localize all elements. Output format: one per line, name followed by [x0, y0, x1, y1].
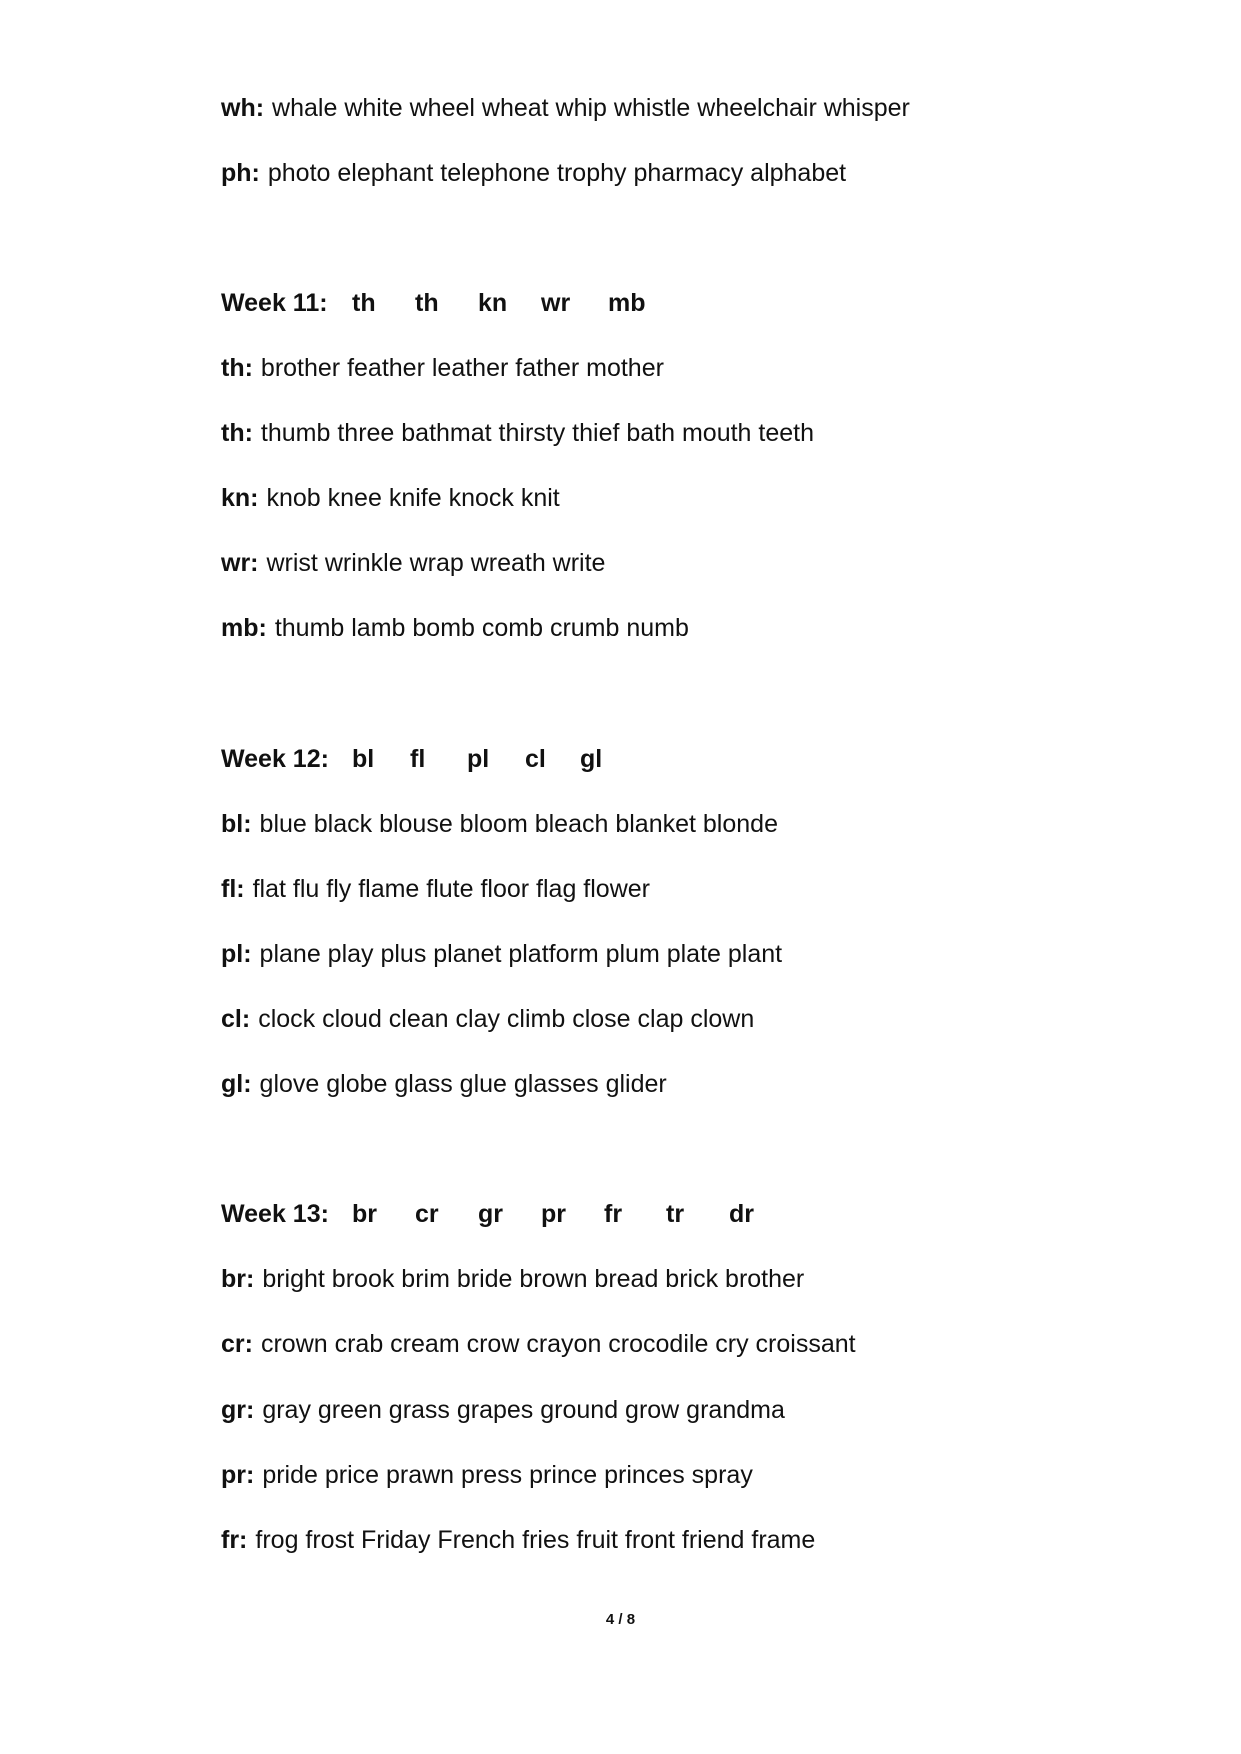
week-sound: gl [580, 745, 603, 773]
row-words: crown crab cream crow crayon crocodile cry croissant [260, 1330, 856, 1358]
row-label: gl: [221, 1070, 252, 1098]
phonics-row [221, 612, 689, 644]
row-words: clock cloud clean clay climb close clap clown [258, 1005, 755, 1033]
row-words: bright brook brim bride brown bread brick brother [262, 1265, 805, 1293]
row-words: pride price prawn press prince princes spray [262, 1461, 753, 1489]
row-words: knob knee knife knock knit [266, 484, 560, 512]
week-sound: cr [415, 1200, 439, 1228]
week-sound: th [352, 289, 376, 317]
phonics-row [221, 1068, 667, 1100]
row-words: flat flu fly flame flute floor flag flower [252, 875, 650, 903]
row-label: ph: [221, 159, 260, 187]
row-label: cl: [221, 1005, 251, 1033]
week-sound: kn [478, 289, 508, 317]
phonics-row [221, 938, 782, 970]
week-sound: th [415, 289, 439, 317]
week-title: Week 11: [221, 289, 328, 317]
row-label: wh: [221, 94, 265, 122]
phonics-row [221, 1524, 815, 1556]
phonics-row [221, 352, 664, 384]
week-11-heading [221, 287, 646, 319]
week-sound: wr [541, 289, 571, 317]
phonics-row [221, 417, 814, 449]
week-title: Week 13: [221, 1200, 329, 1228]
phonics-row [221, 873, 650, 905]
phonics-row [221, 547, 605, 579]
phonics-row [221, 1328, 856, 1360]
phonics-row-wh [221, 92, 910, 124]
phonics-row [221, 1003, 754, 1035]
row-words: wrist wrinkle wrap wreath write [266, 549, 606, 577]
row-label: bl: [221, 810, 252, 838]
row-label: fl: [221, 875, 245, 903]
row-words: whale white wheel wheat whip whistle wheelchair whisper [272, 94, 910, 122]
row-words: plane play plus planet platform plum plate plant [259, 940, 783, 968]
row-label: wr: [221, 549, 259, 577]
week-12-heading [221, 743, 603, 775]
week-13-heading [221, 1198, 754, 1230]
row-label: pl: [221, 940, 252, 968]
row-label: br: [221, 1265, 255, 1293]
row-words: brother feather leather father mother [260, 354, 664, 382]
week-sound: bl [352, 745, 375, 773]
week-sound: dr [729, 1200, 754, 1228]
row-label: fr: [221, 1526, 248, 1554]
row-label: mb: [221, 614, 267, 642]
row-words: frog frost Friday French fries fruit front friend frame [255, 1526, 816, 1554]
phonics-row-ph [221, 157, 846, 189]
week-sound: gr [478, 1200, 503, 1228]
row-label: th: [221, 419, 253, 447]
week-sound: cl [525, 745, 546, 773]
row-words: glove globe glass glue glasses glider [259, 1070, 667, 1098]
row-words: gray green grass grapes ground grow grandma [262, 1396, 785, 1424]
week-sound: mb [608, 289, 646, 317]
row-words: photo elephant telephone trophy pharmacy alphabet [267, 159, 847, 187]
row-label: pr: [221, 1461, 255, 1489]
phonics-row [221, 482, 560, 514]
phonics-row [221, 808, 778, 840]
row-words: blue black blouse bloom bleach blanket blonde [259, 810, 778, 838]
week-sound: fr [604, 1200, 623, 1228]
row-label: th: [221, 354, 253, 382]
phonics-row [221, 1459, 753, 1491]
week-title: Week 12: [221, 745, 329, 773]
week-sound: pr [541, 1200, 566, 1228]
row-words: thumb lamb bomb comb crumb numb [274, 614, 689, 642]
row-label: cr: [221, 1330, 253, 1358]
week-sound: tr [666, 1200, 685, 1228]
week-sound: fl [410, 745, 426, 773]
row-label: kn: [221, 484, 259, 512]
week-sound: br [352, 1200, 377, 1228]
week-sound: pl [467, 745, 490, 773]
phonics-row [221, 1263, 804, 1295]
page-number: 4 / 8 [605, 1611, 636, 1628]
row-label: gr: [221, 1396, 255, 1424]
phonics-row [221, 1394, 785, 1426]
row-words: thumb three bathmat thirsty thief bath mouth teeth [260, 419, 815, 447]
